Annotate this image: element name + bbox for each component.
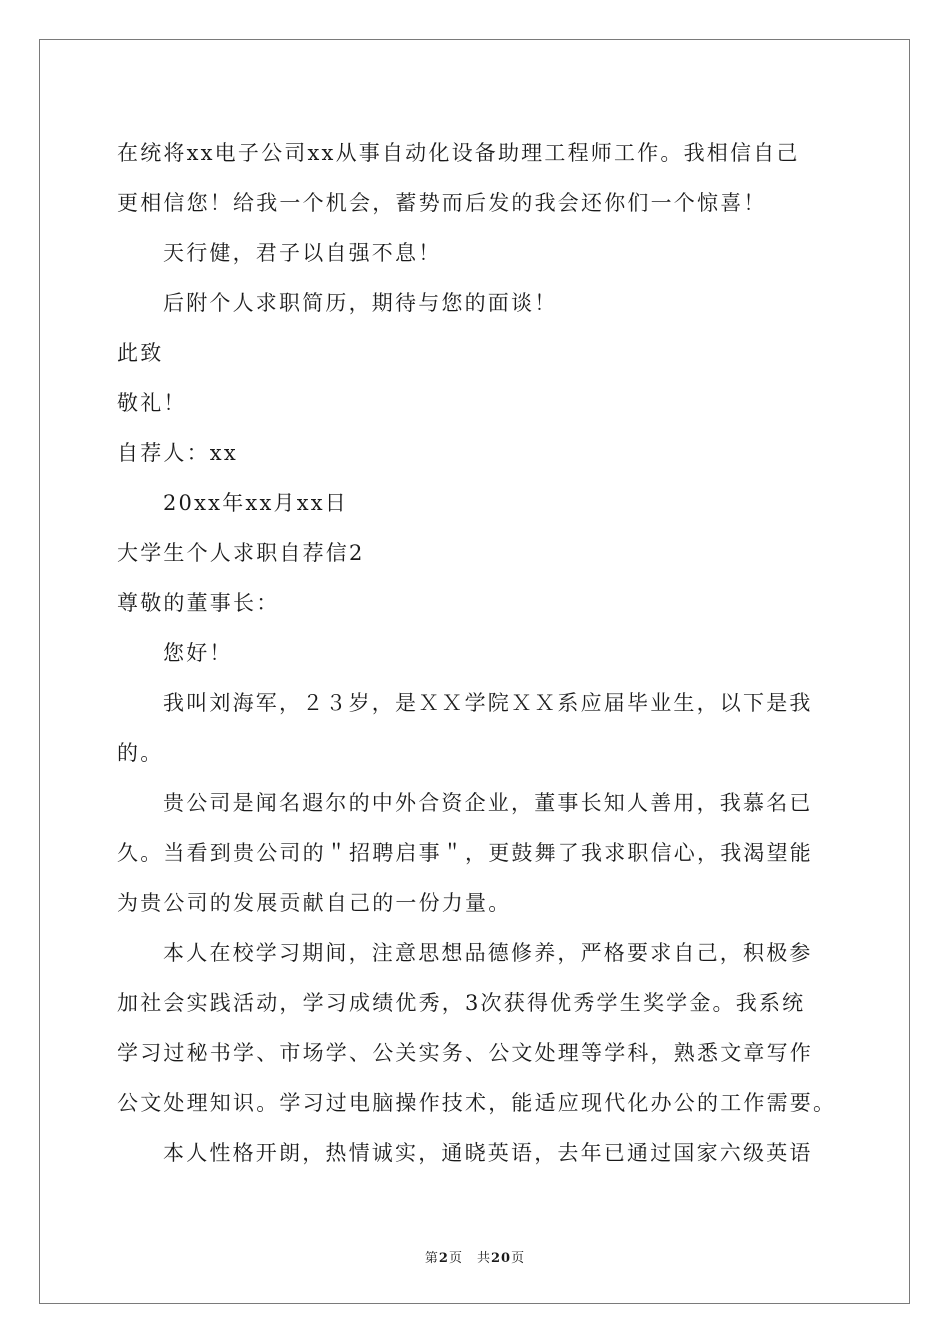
text-line: 贵公司是闻名遐尔的中外合资企业，董事长知人善用，我慕名已 bbox=[163, 791, 813, 815]
text-line: 公文处理知识。学习过电脑操作技术，能适应现代化办公的工作需要。 bbox=[117, 1091, 837, 1115]
greeting-addressee: 尊敬的董事长： bbox=[117, 591, 280, 615]
text-line: 加社会实践活动，学习成绩优秀，3次获得优秀学生奖学金。我系统 bbox=[117, 991, 806, 1015]
text-line: 更相信您！给我一个机会，蓄势而后发的我会还你们一个惊喜！ bbox=[117, 191, 767, 215]
closing-salutation: 此致 bbox=[117, 341, 164, 365]
footer-suffix: 页 bbox=[511, 1251, 526, 1266]
text-line: 的。 bbox=[117, 741, 164, 765]
text-line: 在统将xx电子公司xx从事自动化设备助理工程师工作。我相信自己 bbox=[117, 141, 800, 165]
page-footer bbox=[0, 1247, 950, 1266]
signature-line: 自荐人：xx bbox=[117, 441, 238, 465]
text-line: 久。当看到贵公司的＂招聘启事＂，更鼓舞了我求职信心，我渴望能 bbox=[117, 841, 813, 865]
section-title: 大学生个人求职自荐信2 bbox=[117, 541, 365, 565]
document-body bbox=[117, 128, 837, 1178]
text-line: 学习过秘书学、市场学、公关实务、公文处理等学科，熟悉文章写作 bbox=[117, 1041, 813, 1065]
text-line: 天行健，君子以自强不息！ bbox=[163, 241, 442, 265]
text-line: 我叫刘海军，２３岁，是ＸＸ学院ＸＸ系应届毕业生，以下是我 bbox=[163, 691, 813, 715]
total-page-count: 20 bbox=[490, 1251, 512, 1266]
text-line: 本人性格开朗，热情诚实，通晓英语，去年已通过国家六级英语 bbox=[163, 1141, 813, 1165]
greeting: 您好！ bbox=[163, 641, 233, 665]
current-page-number: 2 bbox=[438, 1251, 449, 1266]
text-line: 为贵公司的发展贡献自己的一份力量。 bbox=[117, 891, 512, 915]
footer-prefix: 第 bbox=[424, 1251, 439, 1266]
text-line: 后附个人求职简历，期待与您的面谈！ bbox=[163, 291, 558, 315]
text-line: 本人在校学习期间，注意思想品德修养，严格要求自己，积极参 bbox=[163, 941, 813, 965]
footer-middle: 页 共 bbox=[448, 1251, 491, 1266]
date-line: 20xx年xx月xx日 bbox=[163, 491, 348, 515]
closing-regards: 敬礼！ bbox=[117, 391, 187, 415]
